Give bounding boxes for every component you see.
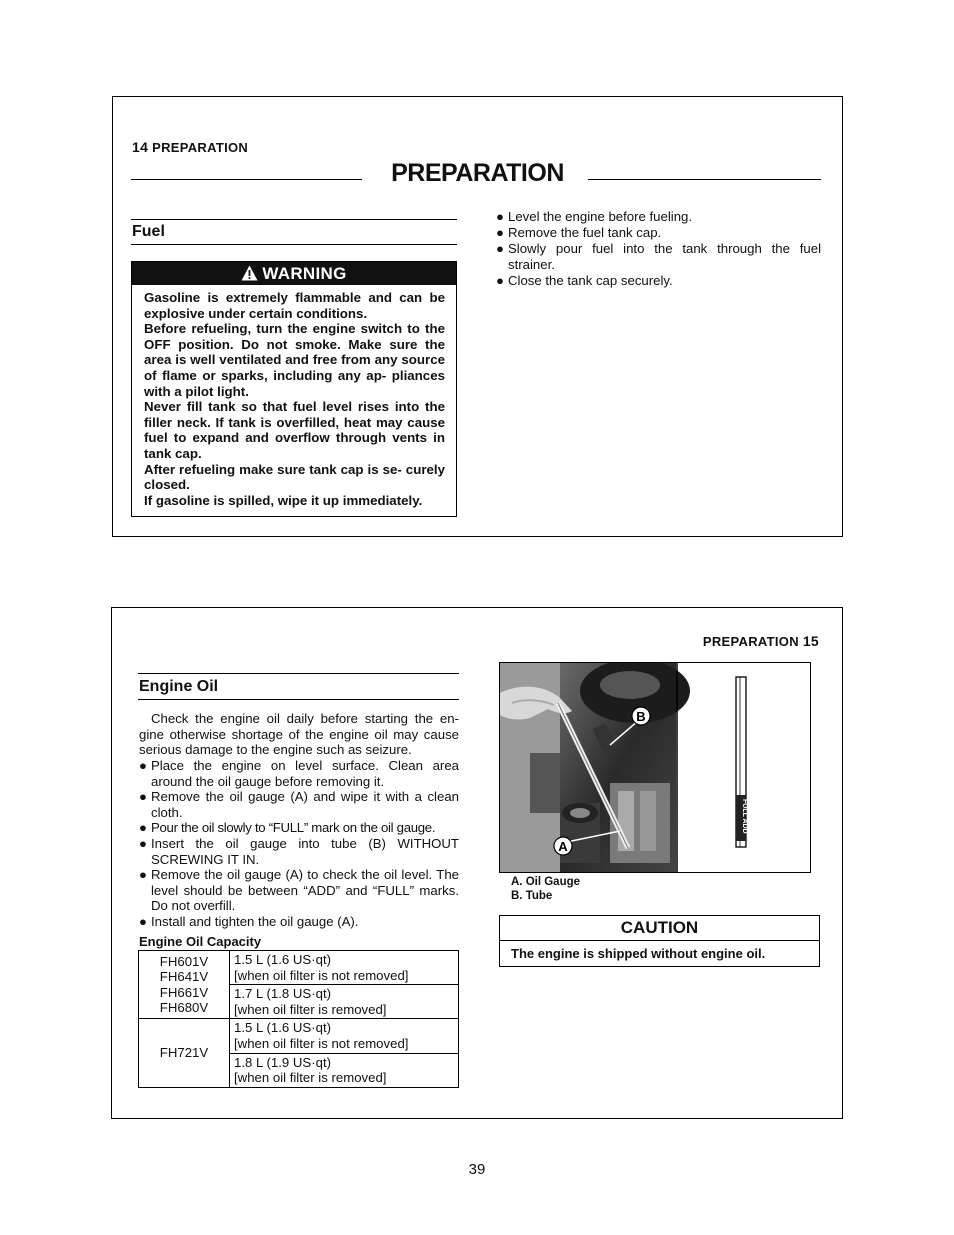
list-item: ● Remove the oil gauge (A) to check the oil level. The level should be between “ADD” and “FULL” marks. Do not overfill.: [139, 867, 459, 914]
engine-oil-steps: [139, 758, 459, 930]
main-title: [113, 159, 842, 188]
capacity-cell: 1.7 L (1.8 US·qt) [when oil filter is removed]: [230, 985, 459, 1019]
caution-text: The engine is shipped without engine oil.: [511, 946, 766, 961]
list-item: ● Remove the fuel tank cap.: [496, 225, 662, 240]
warning-paragraph: Before refueling, turn the engine switch to the OFF position. Do not smoke. Make sure the area is well ventilated and free from any source of flame or sparks, including any ap- pliances with a pilot light.: [144, 321, 445, 399]
oil-gauge-figure: [499, 662, 811, 873]
page-number: 39: [468, 1161, 486, 1178]
fuel-heading: Fuel: [131, 219, 457, 245]
warning-paragraph: Never fill tank so that fuel level rises into the filler neck. If tank is overfilled, heat may cause fuel to expand and overflow through vents in tank cap.: [144, 399, 445, 461]
figure-caption: A. Oil Gauge B. Tube: [511, 876, 581, 902]
page-header-label: PREPARATION: [152, 140, 249, 155]
page-header-number: 14: [132, 139, 149, 155]
bottom-page-panel: [111, 607, 843, 1119]
list-item: ● Level the engine before fueling.: [496, 209, 693, 224]
capacity-title: Engine Oil Capacity: [139, 934, 262, 949]
caution-label: CAUTION: [500, 916, 819, 941]
list-item: ● Insert the oil gauge into tube (B) WITHOUT SCREWING IT IN.: [139, 835, 459, 867]
warning-label: WARNING: [262, 264, 347, 283]
list-item: ● Remove the oil gauge (A) and wipe it with a clean cloth.: [139, 789, 459, 820]
capacity-cell: 1.5 L (1.6 US·qt) [when oil filter is not removed]: [230, 1019, 459, 1053]
warning-paragraph: If gasoline is spilled, wipe it up immediately.: [144, 492, 423, 508]
dipstick-detail: [736, 677, 748, 847]
warning-paragraph: Gasoline is extremely flammable and can be explosive under certain conditions.: [144, 290, 445, 321]
page-header-label: PREPARATION: [702, 634, 799, 649]
title-rule-right: [588, 179, 821, 180]
warning-text: [132, 285, 456, 508]
warning-triangle-icon: [241, 264, 258, 287]
page-header: [132, 139, 248, 155]
warning-box: [131, 261, 457, 517]
warning-paragraph: After refueling make sure tank cap is se- curely closed.: [144, 461, 445, 493]
list-item: ● Pour the oil slowly to “FULL” mark on the oil gauge.: [139, 820, 436, 836]
page-header-number: 15: [802, 633, 819, 649]
main-title-text: PREPARATION: [391, 159, 564, 187]
model-cell: FH601V FH641V FH661V FH680V: [139, 951, 230, 1019]
engine-oil-intro: Check the engine oil daily before starting the en- gine otherwise shortage of the engine oil may cause serious damage to the engine such as seizure.: [139, 711, 459, 758]
list-item: ● Slowly pour fuel into the tank through the fuel strainer.: [496, 241, 821, 272]
title-rule-left: [131, 179, 362, 180]
table-row: [139, 951, 459, 985]
callout-a-label: A: [558, 839, 568, 854]
fuel-steps-list: [496, 209, 821, 289]
capacity-cell: 1.8 L (1.9 US·qt) [when oil filter is removed]: [230, 1053, 459, 1087]
top-page-panel: [112, 96, 843, 537]
capacity-cell: 1.5 L (1.6 US·qt) [when oil filter is not removed]: [230, 951, 459, 985]
list-item: ● Place the engine on level surface. Clean area around the oil gauge before removing it.: [139, 758, 459, 789]
callout-b-label: B: [636, 709, 646, 724]
model-cell: FH721V: [139, 1019, 230, 1087]
capacity-table: [138, 950, 459, 1088]
page-header: [703, 633, 819, 649]
engine-photo-illustration: [500, 663, 811, 873]
list-item: ● Install and tighten the oil gauge (A).: [139, 913, 359, 929]
dipstick-marks: FULL ADD: [741, 799, 748, 834]
list-item: ● Close the tank cap securely.: [496, 273, 673, 288]
warning-bar: [132, 262, 456, 285]
engine-oil-heading: Engine Oil: [138, 673, 459, 700]
caution-box: [499, 915, 820, 967]
table-row: [139, 1019, 459, 1053]
